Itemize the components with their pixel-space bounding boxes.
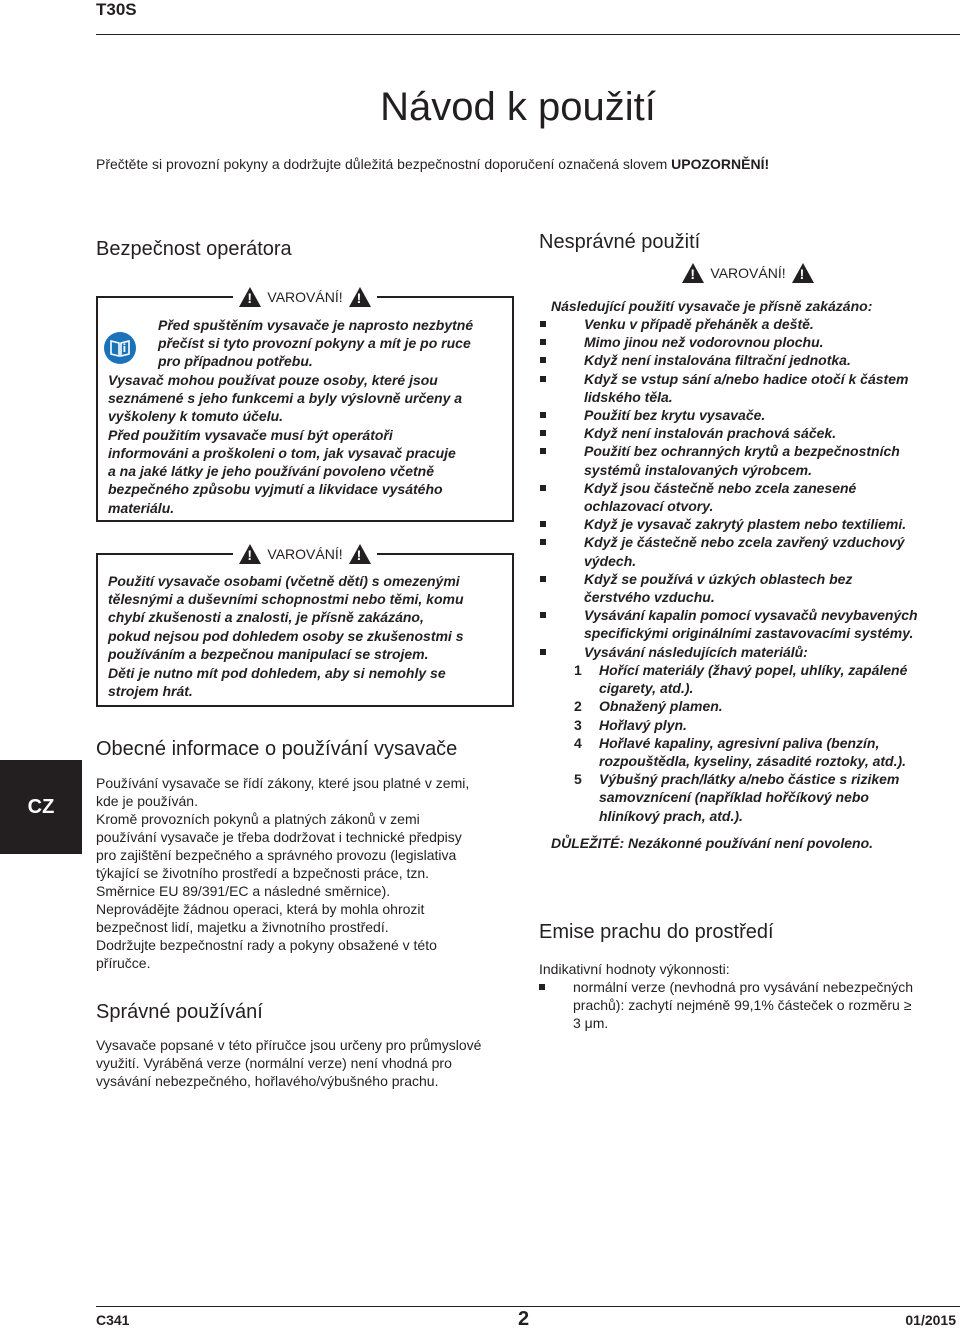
warning-triangle-icon [349,287,371,307]
operator-safety-heading: Bezpečnost operátora [96,238,292,260]
list-item: Když jsou částečně nebo zcela zanesené ochlazovací otvory. [540,479,950,515]
document-title: Návod k použití [380,85,656,129]
warning-box-1 [96,289,514,522]
warning-triangle-icon [792,263,814,283]
box2-line: tělesnými a duševními schopnostmi nebo těmi, komu [108,591,464,607]
material-item: 3 Hořlavý plyn. [574,716,687,733]
intro-sentence: Přečtěte si provozní pokyny a dodržujte důležitá bezpečnostní doporučení označená slovem [96,156,672,172]
intro-text [96,155,769,173]
warning-label: VAROVÁNÍ! [267,546,343,562]
prohibited-use-list [540,315,950,661]
list-item: Když není instalován prachová sáček. [540,424,950,442]
list-item: Když není instalována filtrační jednotka. [540,351,950,369]
general-line: kde je používán. [96,793,198,809]
warning-box-2 [96,546,514,707]
correct-use-text [96,1036,526,1090]
list-item: Vysávání následujících materiálů: [540,643,950,661]
warning-triangle-icon [682,263,704,283]
box1-line: Vysavač mohou používat pouze osoby, které jsou [108,372,438,388]
list-item: Když je vysavač zakrytý plastem nebo textiliemi. [540,515,950,533]
list-item: Venku v případě přeháněk a deště. [540,315,950,333]
box2-line: používáním a bezpečnou manipulací se strojem. [108,646,429,662]
warning-box-2-header [98,543,512,571]
model-name: T30S [96,0,137,19]
box2-line: strojem hrát. [108,683,193,699]
warning-label: VAROVÁNÍ! [267,289,343,305]
box2-line: Použití vysavače osobami (včetně dětí) s omezenými [108,573,460,589]
language-tab: CZ [0,760,82,854]
list-item: normální verze (nevhodná pro vysávání nebezpečných prachů): zachytí nejméně 99,1% částeček o rozměru ≥ 3 μm. [539,978,949,1032]
box2-line: pokud nejsou pod dohledem osoby se zkušenostmi s [108,628,464,644]
intro-emphasis: UPOZORNĚNÍ! [671,156,770,172]
material-item: 1 Hořící materiály (žhavý popel, uhlíky, zapálené cigarety, atd.). [574,662,908,697]
general-line: Dodržujte bezpečnostní rady a pokyny obsažené v této [96,937,437,953]
footer-rule [96,1306,960,1307]
general-info-text [96,774,516,972]
materials-list [540,661,950,825]
general-line: Směrnice EU 89/391/EC a následné směrnice). [96,883,391,899]
box1-line: pro případnou potřebu. [158,353,313,369]
general-line: bezpečnost lidí, majetku a živnotního prostředí. [96,919,389,935]
box1-line: Před spuštěním vysavače je naprosto nezbytné [158,317,474,333]
list-item: Mimo jinou než vodorovnou plochu. [540,333,950,351]
page-number: 2 [518,1308,530,1330]
warning-triangle-icon [239,287,261,307]
dust-list [539,978,949,1032]
general-line: používání vysavače je třeba dodržovat i technické předpisy [96,829,462,845]
general-line: Neprovádějte žádnou operaci, která by mohla ohrozit [96,901,425,917]
box2-line: Děti je nutno mít pod dohledem, aby si nemohly se [108,665,446,681]
warning-triangle-icon [239,544,261,564]
incorrect-use-warning [539,263,957,285]
incorrect-use-heading: Nesprávné použití [539,231,701,253]
list-item: Vysávání kapalin pomocí vysavačů nevybavených specifickými originálními zastavovacími systémy. [540,606,950,642]
material-item: 5 Výbušný prach/látky a/nebo částice s rizikem samovznícení (například hořčíkový nebo hliníkový prach, atd.). [574,771,900,824]
warning-label: VAROVÁNÍ! [710,265,786,281]
read-manual-icon [104,332,136,364]
dust-emission-heading: Emise prachu do prostředí [539,921,774,943]
correct-use-line: Vysavače popsané v této příručce jsou určeny pro průmyslové [96,1037,482,1053]
book-icon [109,338,131,358]
box2-line: chybí zkušenosti a znalosti, je přísně zakázáno, [108,609,424,625]
incorrect-use-lead: Následující použití vysavače je přísně zakázáno: [551,298,873,314]
footer-date: 01/2015 [905,1312,956,1328]
general-line: pro zajištění bezpečného a správného provozu (legislativa [96,847,457,863]
box1-line: informováni a proškoleni o tom, jak vysavač pracuje [108,445,456,461]
correct-use-line: využití. Vyráběná verze (normální verze) není vhodná pro [96,1055,452,1071]
general-line: Používání vysavače se řídí zákony, které jsou platné v zemi, [96,775,470,791]
warning-box-1-header [98,286,512,314]
important-note: DŮLEŽITÉ: Nezákonné používání není povoleno. [551,835,874,851]
list-item: Použití bez krytu vysavače. [540,406,950,424]
header-rule [96,34,960,35]
list-item: Když je částečně nebo zcela zavřený vzduchový výdech. [540,533,950,569]
list-item: Když se vstup sání a/nebo hadice otočí k částem lidského těla. [540,370,950,406]
general-line: Kromě provozních pokynů a platných zákonů v zemi [96,811,420,827]
footer-code: C341 [96,1312,130,1328]
correct-use-line: vysávání nebezpečného, hořlavého/výbušného prachu. [96,1073,439,1089]
general-line: týkající se životního prostředí a bzpečnosti práce, tzn. [96,865,430,881]
dust-lead: Indikativní hodnoty výkonnosti: [539,961,730,977]
box1-line: a na jaké látky je jeho používání povoleno včetně [108,463,434,479]
box1-line: vyškoleny k tomuto účelu. [108,408,284,424]
box1-line: Před použitím vysavače musí být operátoři [108,427,393,443]
correct-use-heading: Správné používání [96,1001,263,1023]
warning-triangle-icon [349,544,371,564]
general-line: příručce. [96,955,151,971]
list-item: Použití bez ochranných krytů a bezpečnostních systémů instalovaných výrobcem. [540,442,950,478]
box1-line: přečíst si tyto provozní pokyny a mít je po ruce [158,335,471,351]
general-info-heading: Obecné informace o používání vysavače [96,738,458,760]
box1-line: seznámené s jeho funkcemi a byly výslovně určeny a [108,390,463,406]
box1-line: bezpečného způsobu vyjmutí a likvidace vysátého [108,481,443,497]
box1-line: materiálu. [108,500,175,516]
material-item: 4 Hořlavé kapaliny, agresivní paliva (benzín, rozpouštědla, kyseliny, zásadité roztoky, atd.). [574,734,907,770]
list-item: Když se používá v úzkých oblastech bez čerstvého vzduchu. [540,570,950,606]
material-item: 2 Obnažený plamen. [574,698,723,715]
